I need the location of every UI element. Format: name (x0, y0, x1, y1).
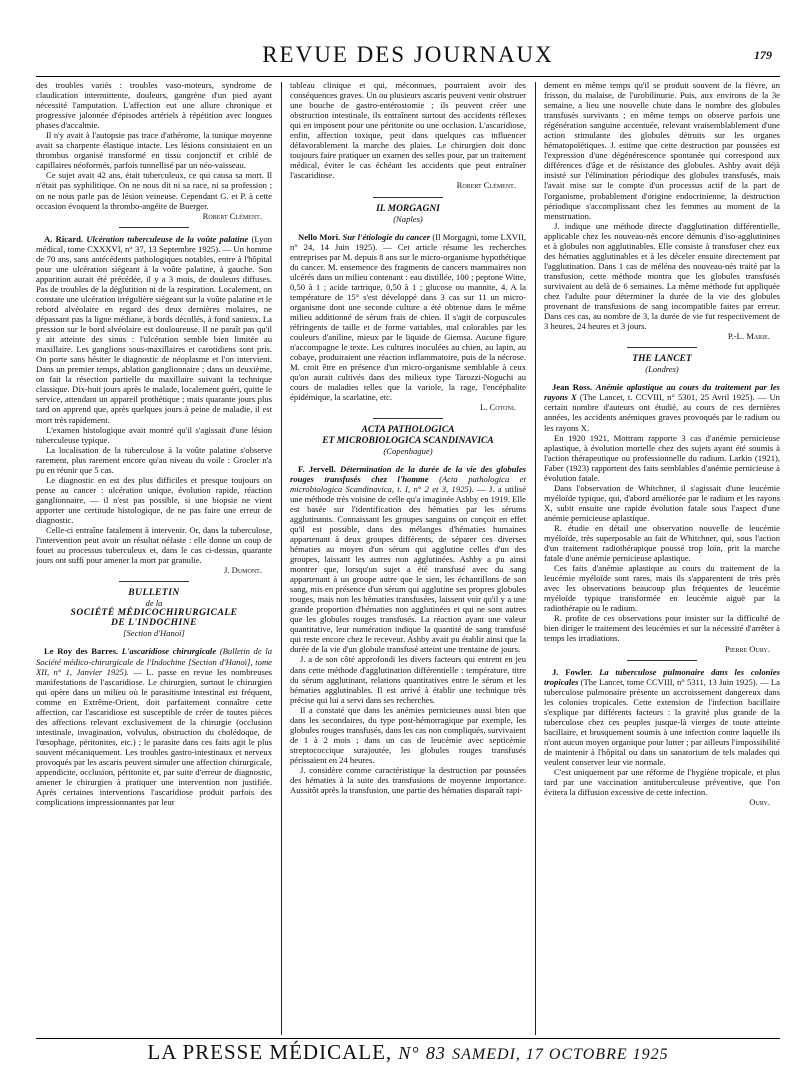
article-body: — Un certain nombre d'auteurs ont étudié, au cours de ces dernières années, les accidents anémiques graves provoqués par le radium ou les rayons X. (544, 392, 780, 433)
signature: Oury. (749, 797, 770, 808)
article-body: — Cet article résume les recherches entreprises par M. depuis 8 ans sur le micro-organisme hypothétique du cancer. M. ensemence des fragments de cancers mammaires non ulcérés dans un milieu contenant : eau distillée, 100 ; peptone Witte, 0,50 à 1 ; acide tartrique, 0,50 à 1 ; glucose ou mannite, 4. A la température de 15° s'est développé dans 3 cas sur 11 un micro-organisme dont une seconde culture a été obtenue dans le même milieu additionné de sérum frais de chien. Il s'agit de corpuscules réfringents de taille et de forme variables, mal colorables par les couleurs d'aniline, mieux par le liquide de Giemsa. Aucune figure n'accompagne le texte. Les cultures inoculées au chien, au lapin, au cobaye, produiraient une réaction inflammatoire, puis de la nécrose. M. croit être en présence d'un micro-organisme semblable à ceux qu'on aurait cultivés dans des milieux type Tarozzi-Noguchi au cours de maladies telles que la variole, la rage, l'encéphalite épidémique, la scarlatine, etc. (290, 241, 526, 403)
paragraph: Il a constaté que dans les anémies pernicieuses aussi bien que dans les secondaires, du type post-hémorragique par exemple, les globules rouges transfusés, dans les cas non compliqués, survivaient de 1 à 2 mois ; dans un cas de leucémie avec septicémie streptococcique surajoutée, les globules rouges transfusés périssaient en 24 heures. (290, 704, 526, 765)
article-title: La tuberculose pulmonaire dans les colonies tropicales (544, 666, 780, 687)
article-reference: (The Lancet, tome CCVIII, n° 5311, 13 Juin 1925). (580, 676, 758, 687)
section-subheading: (Naples) (393, 213, 423, 224)
article-ross (544, 382, 780, 432)
article-author: F. Jervell. (298, 463, 336, 474)
issue-date: SAMEDI, 17 OCTOBRE 1925 (452, 1046, 669, 1063)
article-body: — L. passe en revue les nombreuses manifestations de l'ascaridiose. Le chirurgien, surtout le chirurgien qui opère dans un milieu où le parasitisme intestinal est fréquent, comme en Extrême-Orient, doit parfaitement connaître cette affection, car l'ascaridiose est susceptible de créer de toutes pièces des affections relevant exclusivement de la chirurgie (occlusion intestinale, invagination, volvulus, obstruction du cholédoque, de l'œsophage, péritonites, etc.) ; le parasite dans ces faits agit le plus souvent mécaniquement. Les troubles gastro-intestinaux et nerveux provoqués par les ascaris peuvent simuler une affection chirurgicale, appendicite, occlusion, péritonite et, par suite d'erreur de diagnostic, amener le chirurgien à pratiquer une intervention non justifiée. Après certaines interventions l'ascaridiose produit parfois des complications impressionnantes par leur (36, 666, 272, 808)
article-title: Détermination de la durée de la vie des globules rouges transfusés chez l'homme (290, 463, 526, 484)
header-rule (36, 76, 780, 77)
article-body: — J. a utilisé une méthode très voisine de celle qu'a imaginée Ashby en 1919. Elle est basée sur l'identification des hématies par les sérums agglutinants. Connaissant les groupes sanguins on conçoit en effet qu'il est possible, dans des mélanges d'hématies humaines appartenant à deux groupes différents, de séparer ces diverses hématies au moyen d'un sérum qui agglutine celles d'un des groupes, laissant les autres non agglutinées. Ashby a pu ainsi montrer que, lorsqu'un sujet a été transfusé avec du sang appartenant à un groupe autre que le sien, les échantillons de son sang, mis en présence d'un sérum qui agglutine ses propres globules rouges, mais non les hématies transfusées, laissent voir qu'il y a une grande proportion d'hématies non agglutinées et qui ne sont autres que les globules rouges transfusés. La réaction ayant une valeur quantitative, leur numération indique la quantité de sang transfusé qui reste encore chez le receveur. Ashby avait pu établir ainsi que la durée de la vie d'un globule transfusé atteint une trentaine de jours. (290, 483, 526, 655)
section-heading: SOCIÉTÉ MÉDICOCHIRURGICALE (70, 608, 238, 619)
paragraph: R. profite de ces observations pour insister sur la difficulté de bien diriger le traitement des leucémies et sur la nécessité d'arrêter à temps les irradiations. (544, 613, 780, 644)
issue-label: N° (398, 1043, 420, 1063)
article-ricard (36, 234, 272, 425)
signature: Pierre Oury. (725, 643, 770, 654)
paragraph: J. considère comme caractéristique la destruction par poussées des hématies à la suite des transfusions de moyenne importance. Aussitôt après la transfusion, une partie des hématies disparaît rapi- (290, 765, 526, 796)
article-title: Anémie aplastique au cours du traitement par les rayons X (544, 382, 780, 403)
article-author: Nello Mori. (298, 231, 341, 242)
article-reference: (Lyon médical, tome CXXXVI, n° 37, 13 Septembre 1925). (36, 233, 272, 254)
article-columns (36, 80, 780, 1035)
separator (373, 197, 443, 198)
article-title: Ulcération tuberculeuse de la voûte palatine (86, 233, 249, 244)
article-body: — La tuberculose pulmonaire présente un accroissement dangereux dans les colonies tropicales. Cette extension de l'infection bacillaire s'explique par différents facteurs : la gravité plus grande de la tuberculose chez ces peuples jusque-là vierges de toute atteinte bacillaire, et brusquement soumis à une infection contre laquelle ils n'ont aucun moyen organique pour lutter ; par ailleurs l'impossibilité de maintenir à l'hôpital ou dans un sanatorium de tels malades qui veulent conserver leur vie normale. (544, 676, 780, 767)
separator (119, 227, 189, 228)
issue-number: 83 (425, 1043, 446, 1063)
separator (627, 660, 697, 661)
signature: Robert Clément. (456, 180, 516, 191)
section-heading: de la (145, 598, 163, 609)
article-mori (290, 232, 526, 403)
section-subheading: (Copenhague) (383, 445, 433, 456)
page-header (36, 42, 780, 74)
column-1 (36, 80, 272, 1035)
signature: J. Dumont. (224, 565, 262, 576)
article-author: Le Roy des Barres. (44, 646, 119, 657)
paragraph: Dans l'observation de Whitchner, il s'agissait d'une leucémie myéloïde typique, qui, d'abord améliorée par le radium et les rayons X, subit ensuite une rapide évolution fatale sous l'aspect d'une anémie pernicieuse aplastique. (544, 482, 780, 523)
paragraph: J. indique une méthode directe d'agglutination différentielle, applicable chez les nouveau-nés encore démunis d'iso-agglutinines et à globules non agglutinables. Elle consiste à transfuser chez eux des hématies agglutinables et à les déceler ensuite directement par l'agglutination. Dans 1 cas de méléna des nouveau-nés traité par la transfusion, cette méthode montra que les globules transfusés survivaient au delà de 6 semaines. La même méthode fut appliquée chez l'adulte pour déterminer la durée de la vie des globules provenant de transfusions de sang incompatible faites par erreur. Dans ces cas, au nombre de 3, la durée de vie fut respectivement de 3 heures, 24 heures et 3 jours. (544, 220, 780, 332)
separator (627, 347, 697, 348)
article-author: J. Fowler. (552, 666, 593, 677)
section-heading: ACTA PATHOLOGICA (361, 425, 455, 436)
paragraph: En 1920 1921, Mottram rapporte 3 cas d'anémie pernicieuse aplastique, à évolution mortelle chez des sujets ayant été soumis à l'action thérapeutique ou professionnelle du radium. Larkin (1921), Faber (1923) rapportent des faits semblables d'anémie pernicieuse à évolution fatale. (544, 432, 780, 483)
article-reference: (Acta pathologica et microbiologica Scandinavica, t. I, n° 2 et 3, 1925). (290, 473, 526, 494)
column-2 (290, 80, 526, 1035)
paragraph: J. a de son côté approfondi les divers facteurs qui entrent en jeu dans cette méthode d'agglutination différentielle : température, titre du sérum agglutinant, relations quantitatives entre le sérum et les hématies agglutinables. Il est arrivé à établir une technique très précise qui lui a servi dans ses recherches. (290, 654, 526, 705)
article-reference: (The Lancet, t. CCVIII, n° 5301, 25 Avril 1925). (579, 392, 755, 403)
column-3 (544, 80, 780, 1035)
paragraph: Ce sujet avait 42 ans, était tuberculeux, ce qui causa sa mort. Il n'était pas syphilitique. On ne nous dit ni sa race, ni sa profession ; on ne nous parle pas de lésion veineuse. Cependant G. et P. à cette occasion évoquent la thrombo-angéite de Buerger. (36, 170, 272, 211)
paragraph: dement en même temps qu'il se produit souvent de la fièvre, un frisson, du malaise, de l'urobilinurie. Puis, aux environs de la 3e semaine, a lieu une nouvelle chute dans le nombre des globules transfusés survivants ; en même temps on observe parfois une régénération sanguine accentuée, relevant vraisemblablement d'une action stimulante des globules détruits sur les organes hématopoïétiques. J. estime que cette destruction par poussées est l'expression d'une dégénérescence spontanée qui correspond aux différences d'âge et de résistance des globules. Ashby avait déjà insisté sur l'élimination périodique des globules transfusés, mais l'avait mise sur le compte d'un processus actif de la part de l'organisme, probablement d'origine endocrinienne, la destruction périodique s'accomplissant chez les femmes au moment de la menstruation. (544, 80, 780, 221)
section-heading: ET MICROBIOLOGICA SCANDINAVICA (322, 435, 494, 446)
separator (119, 581, 189, 582)
article-jervell (290, 464, 526, 655)
section-subheading: [Section d'Hanoï] (123, 628, 185, 639)
section-heading: THE LANCET (632, 354, 692, 365)
article-title: Sur l'étiologie du cancer (342, 231, 431, 242)
page-number: 179 (754, 48, 772, 62)
article-body: — Un homme de 70 ans, sans antécédents pathologiques notables, entre à l'hôpital pour une ulcération siégeant à la voûte palatine, à gauche. Son apparition aurait été précédée, il y a 3 mois, de douleurs diffuses. Pas de troubles de la déglutition ni de la respiration. Localement, on constate une ulcération irrégulière siégeant sur la voûte palatine et le rebord alvéolaire en regard des deux dernières molaires, ne dépassant pas la ligne médiane, à bords décollés, à fond sanieux. La pression sur le bord alvéolaire est douloureuse. Il ne paraît pas qu'il y ait atteinte des sinus : l'ulcération semble bien limitée au maxillaire. Les ganglions sous-maxillaires et carotidiens sont pris. On porte sans hésiter le diagnostic de néoplasme et l'on intervient. Dans un premier temps, ablation ganglionnaire ; dans un deuxième, on fait la résection partielle du maxillaire suivant la technique classique. Dix-huit jours après le malade, localement guéri, quitte le service, attendant un appareil prothétique ; mais quarante jours plus tard on apprend que, après quelques jours à peine de maladie, il est mort très rapidement. (36, 243, 272, 425)
article-reference: (Il Morgagni, tome LXVII, n° 24, 14 Juin 1925). (290, 231, 526, 252)
page-footer (36, 1040, 780, 1065)
signature: L. Cotoni. (480, 402, 516, 413)
article-fowler (544, 667, 780, 767)
article-author: A. Ricard. (44, 233, 84, 244)
journal-name: LA PRESSE MÉDICALE, (147, 1040, 393, 1064)
paragraph: C'est uniquement par une réforme de l'hygiène tropicale, et plus tard par une vaccination antituberculeuse préventive, que l'on évitera la diffusion excessive de cette infection. (544, 767, 780, 798)
paragraph: R. étudie en détail une observation nouvelle de leucémie myéloïde, très superposable au fait de Whitchner, qui, sous l'action d'un traitement radiothérapique poussé trop loin, prit la marche fatale d'une anémie pernicieuse aplastique. (544, 522, 780, 564)
section-heading: DE L'INDOCHINE (111, 618, 197, 629)
article-author: Jean Ross. (552, 382, 593, 393)
paragraph: L'examen histologique avait montré qu'il s'agissait d'une lésion tuberculeuse typique. (36, 424, 272, 445)
article-reference: (Bulletin de la Société médico-chirurgicale de l'Indochine [Section d'Hanoï], tome XII, n° 1, Janvier 1925). (36, 646, 272, 677)
footer-rule (36, 1038, 780, 1039)
separator (373, 418, 443, 419)
paragraph: Le diagnostic en est des plus difficiles et presque toujours on pense au cancer : ulcération unique, évolution rapide, réaction ganglionnaire, — il n'est pas possible, si une biopsie ne vient apporter une certitude histologique, de ne pas faire une erreur de diagnostic. (36, 474, 272, 525)
paragraph: Ces faits d'anémie aplastique au cours du traitement de la leucémie myéloïde sont rares, mais ils s'apparentent de très près avec les observations beaucoup plus fréquentes de leucémie myéloïde typique transformée en leucémie aiguë par la radiothérapie ou le radium. (544, 563, 780, 614)
paragraph: Celle-ci entraîne fatalement à intervenir. Or, dans la tuberculose, l'intervention peut avoir un résultat néfaste : elle donne un coup de fouet au processus tuberculeux et, dans le cas ci-dessus, quarante jours ont suffi pour amener la mort par granulie. (36, 525, 272, 566)
paragraph: Il n'y avait à l'autopsie pas trace d'athérome, la tunique moyenne avait sa charpente élastique intacte. Les lésions consistaient en un thrombus organisé transformé en tissu conjonctif et criblé de capillaires néoformés, parfois tunnellisé par un néo-vaisseau. (36, 130, 272, 171)
paragraph: tableau clinique et qui, méconnues, pourraient avoir des conséquences graves. Un ou plusieurs ascaris peuvent venir obstruer une bouche de gastro-entérostomie ; ils peuvent créer une obstruction intestinale, ils entraînent surtout des accidents réflexes qui en imposent pour une péritonite ou une occlusion. L'ascaridiose, enfin, affection toxique, peut dans quelques cas influencer défavorablement la marche des plaies. Le chirurgien doit donc toujours faire pratiquer un examen des selles pour, par un traitement médical, éviter le cas échéant les accidents que peut entraîner l'ascaridiose. (290, 80, 526, 181)
paragraph: La localisation de la tuberculose à la voûte palatine s'observe rarement, plus rarement encore qu'au niveau du voile : Grocler n'a pu en réunir que 5 cas. (36, 444, 272, 475)
signature: Robert Clément. (202, 210, 262, 221)
article-roy-des-barres (36, 646, 272, 807)
running-title: REVUE DES JOURNAUX (262, 42, 554, 67)
signature: P.-L. Marie. (727, 331, 770, 342)
article-title: L'ascaridiose chirurgicale (121, 646, 217, 657)
paragraph: des troubles variés : troubles vaso-moteurs, syndrome de claudication intermittente, douleurs, gangrène d'un pied ayant nécessité l'amputation. L'affection eut une allure chronique et progressive jalonnée d'épisodes artériels à répétition avec longues phases d'accalmie. (36, 80, 272, 131)
section-heading: IL MORGAGNI (376, 203, 440, 214)
section-subheading: (Londres) (645, 364, 679, 375)
section-heading: BULLETIN (128, 588, 180, 599)
